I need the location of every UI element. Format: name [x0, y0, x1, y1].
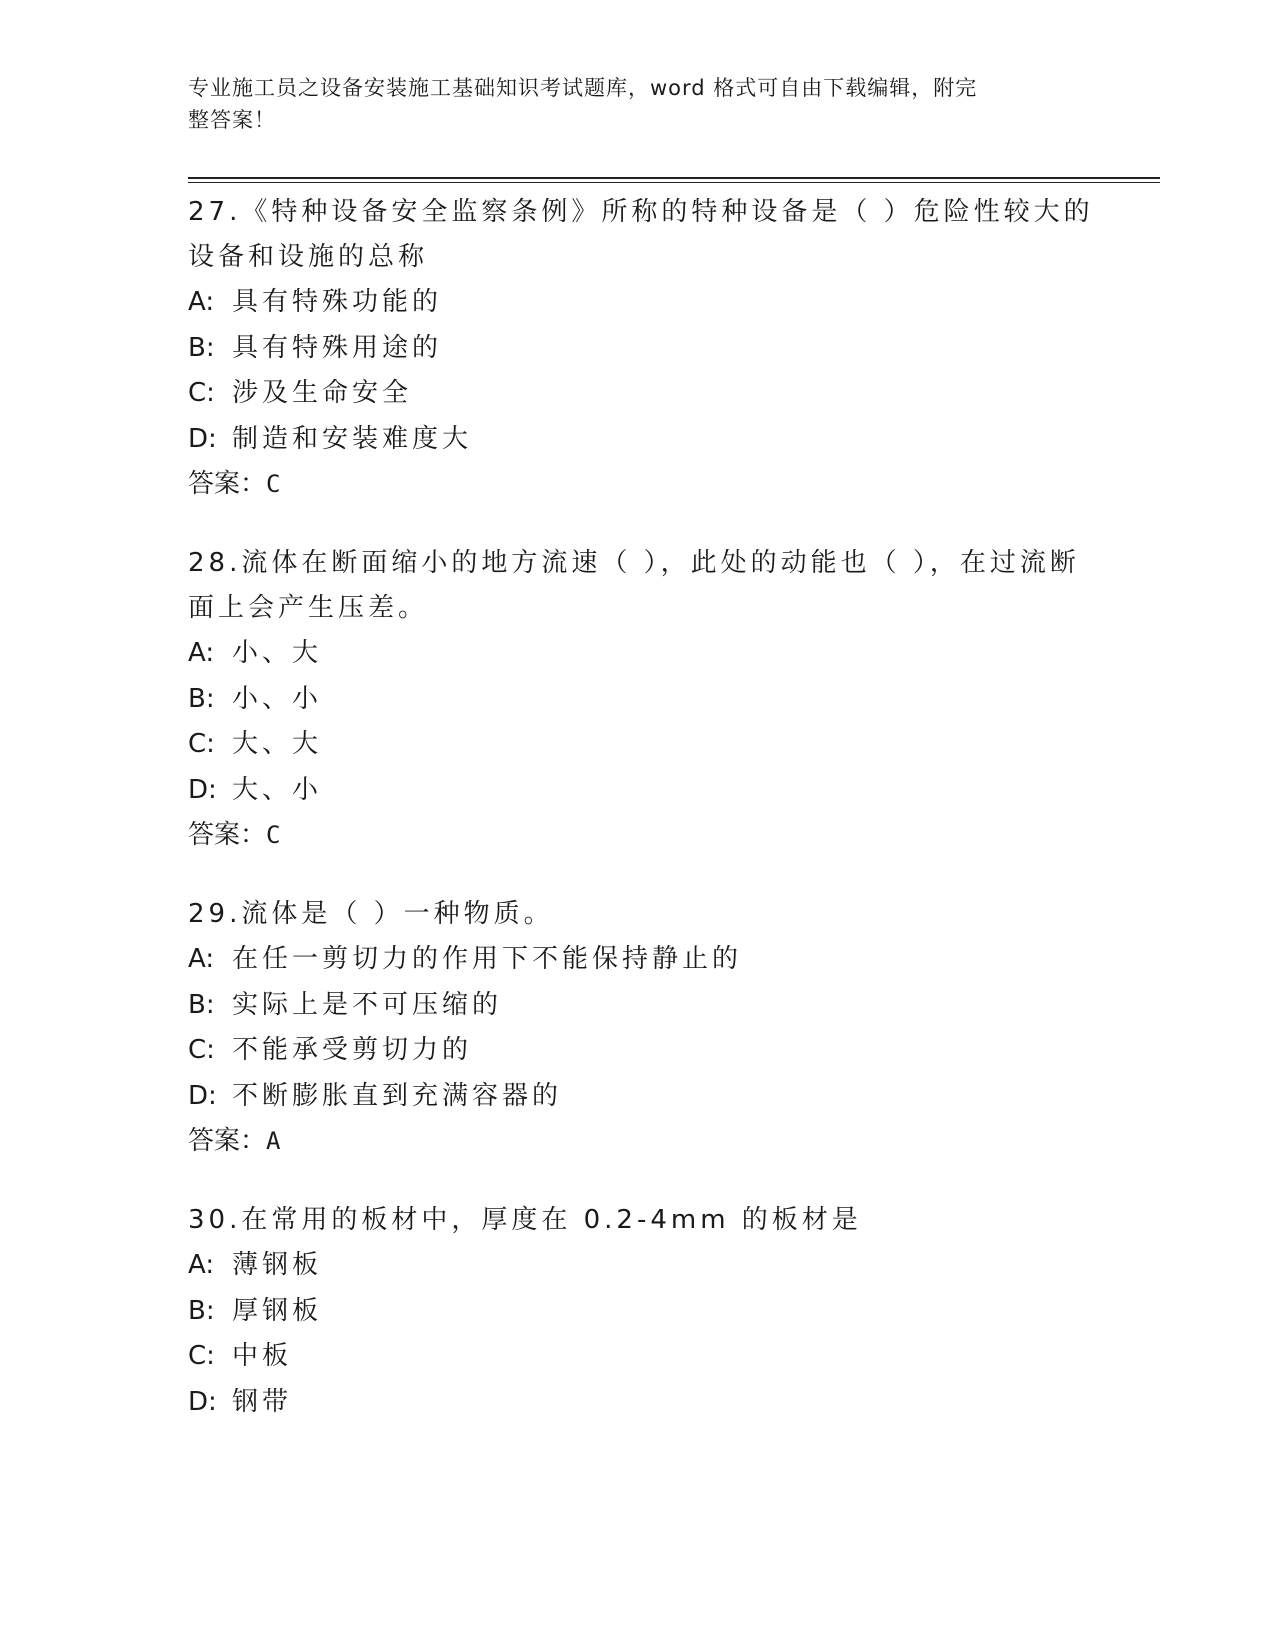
option-text: 涉及生命安全	[232, 378, 413, 408]
option-label: B:	[188, 332, 215, 363]
answer-line	[188, 462, 1088, 507]
option-d	[188, 417, 1088, 463]
option-b	[188, 677, 1088, 723]
option-label: A:	[188, 638, 215, 668]
question-stem-line-1: 28.流体在断面缩小的地方流速（ ），此处的动能也（ ），在过流断	[188, 548, 1080, 578]
question-list	[188, 190, 1094, 1459]
option-label: B:	[188, 683, 215, 714]
option-text: 中板	[232, 1341, 293, 1371]
option-text: 制造和安装难度大	[232, 423, 473, 454]
header-divider-thin	[188, 182, 1160, 183]
question-stem-line-2: 设备和设施的总称	[188, 242, 429, 272]
option-text: 具有特殊功能的	[232, 287, 443, 317]
option-label: B:	[188, 989, 215, 1020]
document-header	[188, 72, 1088, 136]
option-a	[188, 631, 1088, 677]
header-line-2: 整答案！	[188, 108, 276, 132]
option-text: 小、小	[232, 683, 323, 714]
header-divider-thick	[188, 177, 1160, 179]
option-text: 不断膨胀直到充满容器的	[232, 1080, 563, 1111]
option-d	[188, 1380, 1088, 1426]
option-label: C:	[188, 1035, 215, 1065]
option-a	[188, 937, 1088, 983]
option-c	[188, 1028, 1088, 1074]
option-text: 具有特殊用途的	[232, 332, 443, 363]
answer-label: 答案：	[188, 1126, 267, 1156]
option-b	[188, 326, 1088, 372]
answer-value: C	[266, 470, 281, 498]
question-27	[188, 190, 1094, 507]
answer-label: 答案：	[188, 820, 267, 850]
question-stem-line-2: 面上会产生压差。	[188, 593, 429, 623]
question-29	[188, 892, 1088, 1164]
option-text: 钢带	[232, 1386, 293, 1417]
answer-value: A	[266, 1127, 281, 1155]
option-text: 小、大	[232, 638, 323, 668]
option-label: D:	[188, 1386, 217, 1417]
option-label: D:	[188, 1080, 217, 1111]
answer-value: C	[266, 821, 281, 849]
question-stem-line-1: 30.在常用的板材中，厚度在 0.2-4mm 的板材是	[188, 1205, 862, 1235]
option-label: C:	[188, 729, 215, 759]
option-label: D:	[188, 423, 217, 454]
option-a	[188, 1243, 1088, 1289]
option-label: C:	[188, 378, 215, 408]
option-d	[188, 1074, 1088, 1120]
question-stem-line-1: 27.《特种设备安全监察条例》所称的特种设备是（ ）危险性较大的	[188, 197, 1094, 227]
answer-line	[188, 813, 1088, 858]
option-label: D:	[188, 774, 217, 805]
option-label: A:	[188, 944, 215, 974]
option-label: A:	[188, 1250, 215, 1280]
option-b	[188, 1289, 1088, 1335]
option-text: 大、大	[232, 729, 323, 759]
answer-label: 答案：	[188, 469, 267, 499]
option-b	[188, 983, 1088, 1029]
option-text: 薄钢板	[232, 1250, 323, 1280]
option-label: C:	[188, 1341, 215, 1371]
question-28	[188, 541, 1088, 858]
option-text: 厚钢板	[232, 1295, 323, 1326]
option-d	[188, 768, 1088, 814]
option-text: 大、小	[232, 774, 323, 805]
option-c	[188, 371, 1088, 417]
header-line-1: 专业施工员之设备安装施工基础知识考试题库，word 格式可自由下载编辑，附完	[188, 76, 978, 100]
answer-line	[188, 1119, 1088, 1164]
question-30	[188, 1198, 1088, 1425]
option-c	[188, 1334, 1088, 1380]
question-stem-line-1: 29.流体是（ ）一种物质。	[188, 899, 554, 929]
option-label: A:	[188, 287, 215, 317]
option-a	[188, 280, 1088, 326]
option-label: B:	[188, 1295, 215, 1326]
option-text: 不能承受剪切力的	[232, 1035, 473, 1065]
option-text: 实际上是不可压缩的	[232, 989, 503, 1020]
option-c	[188, 722, 1088, 768]
option-text: 在任一剪切力的作用下不能保持静止的	[232, 944, 743, 974]
